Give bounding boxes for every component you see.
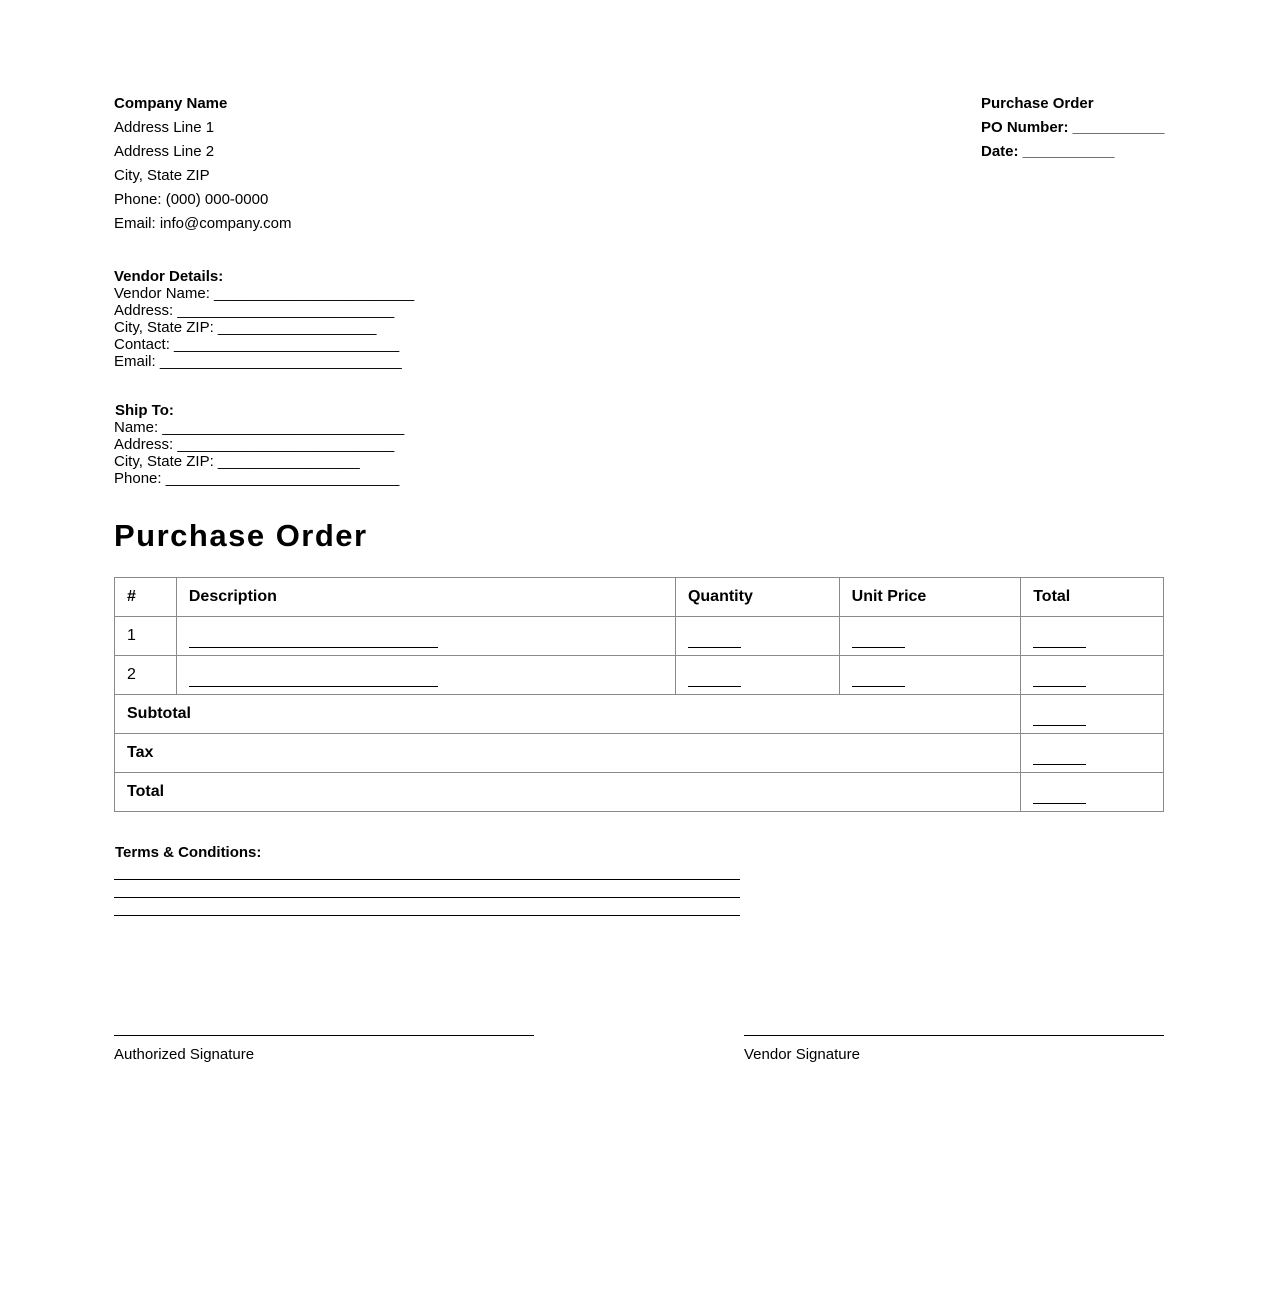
total-blank bbox=[1033, 670, 1086, 687]
description-cell bbox=[176, 656, 675, 695]
tax-blank bbox=[1033, 748, 1086, 765]
row-number: 1 bbox=[115, 617, 177, 656]
authorized-signature-line bbox=[114, 1035, 534, 1036]
company-address-line-1: Address Line 1 bbox=[114, 119, 215, 136]
vendor-details bbox=[114, 268, 414, 370]
quantity-cell bbox=[675, 617, 839, 656]
header-description: Description bbox=[176, 578, 675, 617]
company-address-line-2: Address Line 2 bbox=[114, 143, 215, 160]
vendor-email-field: Email: _____________________________ bbox=[114, 353, 402, 370]
header-number: # bbox=[115, 578, 177, 617]
header-unit-price: Unit Price bbox=[839, 578, 1021, 617]
company-info bbox=[114, 94, 292, 238]
company-email: Email: info@company.com bbox=[114, 215, 292, 232]
po-number-field: PO Number: ___________ bbox=[981, 119, 1165, 136]
header-quantity: Quantity bbox=[675, 578, 839, 617]
subtotal-label: Subtotal bbox=[115, 695, 1021, 734]
unit-price-blank bbox=[852, 670, 905, 687]
unit-price-cell bbox=[839, 656, 1021, 695]
authorized-signature-block bbox=[114, 1035, 534, 1063]
quantity-cell bbox=[675, 656, 839, 695]
ship-to-address-field: Address: __________________________ bbox=[114, 436, 395, 453]
tax-label: Tax bbox=[115, 734, 1021, 773]
vendor-city-field: City, State ZIP: ___________________ bbox=[114, 319, 377, 336]
document-title: Purchase Order bbox=[114, 518, 368, 553]
vendor-heading: Vendor Details: bbox=[114, 268, 224, 285]
ship-to-name-field: Name: _____________________________ bbox=[114, 419, 405, 436]
company-city-state-zip: City, State ZIP bbox=[114, 167, 210, 184]
ship-to-city-field: City, State ZIP: _________________ bbox=[114, 453, 360, 470]
terms-line bbox=[114, 880, 740, 898]
vendor-address-field: Address: __________________________ bbox=[114, 302, 395, 319]
line-items-table bbox=[114, 577, 1164, 812]
tax-row bbox=[115, 734, 1164, 773]
grand-total-cell bbox=[1021, 773, 1164, 812]
total-cell bbox=[1021, 617, 1164, 656]
po-header-title: Purchase Order bbox=[981, 95, 1094, 112]
subtotal-row bbox=[115, 695, 1164, 734]
grand-total-blank bbox=[1033, 787, 1086, 804]
description-blank bbox=[189, 631, 438, 648]
subtotal-cell bbox=[1021, 695, 1164, 734]
po-header bbox=[981, 94, 1164, 166]
terms-heading: Terms & Conditions: bbox=[115, 844, 262, 861]
subtotal-blank bbox=[1033, 709, 1086, 726]
grand-total-row bbox=[115, 773, 1164, 812]
terms-section bbox=[115, 844, 740, 916]
header-total: Total bbox=[1021, 578, 1164, 617]
vendor-contact-field: Contact: ___________________________ bbox=[114, 336, 400, 353]
unit-price-cell bbox=[839, 617, 1021, 656]
quantity-blank bbox=[688, 631, 741, 648]
authorized-signature-label: Authorized Signature bbox=[114, 1046, 255, 1063]
quantity-blank bbox=[688, 670, 741, 687]
table-row bbox=[115, 656, 1164, 695]
ship-to bbox=[114, 402, 404, 487]
unit-price-blank bbox=[852, 631, 905, 648]
table-row bbox=[115, 617, 1164, 656]
po-date-field: Date: ___________ bbox=[981, 143, 1115, 160]
vendor-signature-line bbox=[744, 1035, 1164, 1036]
row-number: 2 bbox=[115, 656, 177, 695]
description-blank bbox=[189, 670, 438, 687]
company-phone: Phone: (000) 000-0000 bbox=[114, 191, 269, 208]
description-cell bbox=[176, 617, 675, 656]
ship-to-phone-field: Phone: ____________________________ bbox=[114, 470, 400, 487]
terms-line bbox=[114, 862, 740, 880]
terms-line bbox=[114, 898, 740, 916]
total-blank bbox=[1033, 631, 1086, 648]
company-name: Company Name bbox=[114, 95, 228, 112]
ship-to-heading: Ship To: bbox=[115, 402, 174, 419]
vendor-signature-block bbox=[744, 1035, 1164, 1063]
vendor-signature-label: Vendor Signature bbox=[744, 1046, 860, 1063]
grand-total-label: Total bbox=[115, 773, 1021, 812]
total-cell bbox=[1021, 656, 1164, 695]
table-header-row bbox=[115, 578, 1164, 617]
tax-cell bbox=[1021, 734, 1164, 773]
vendor-name-field: Vendor Name: ________________________ bbox=[114, 285, 415, 302]
